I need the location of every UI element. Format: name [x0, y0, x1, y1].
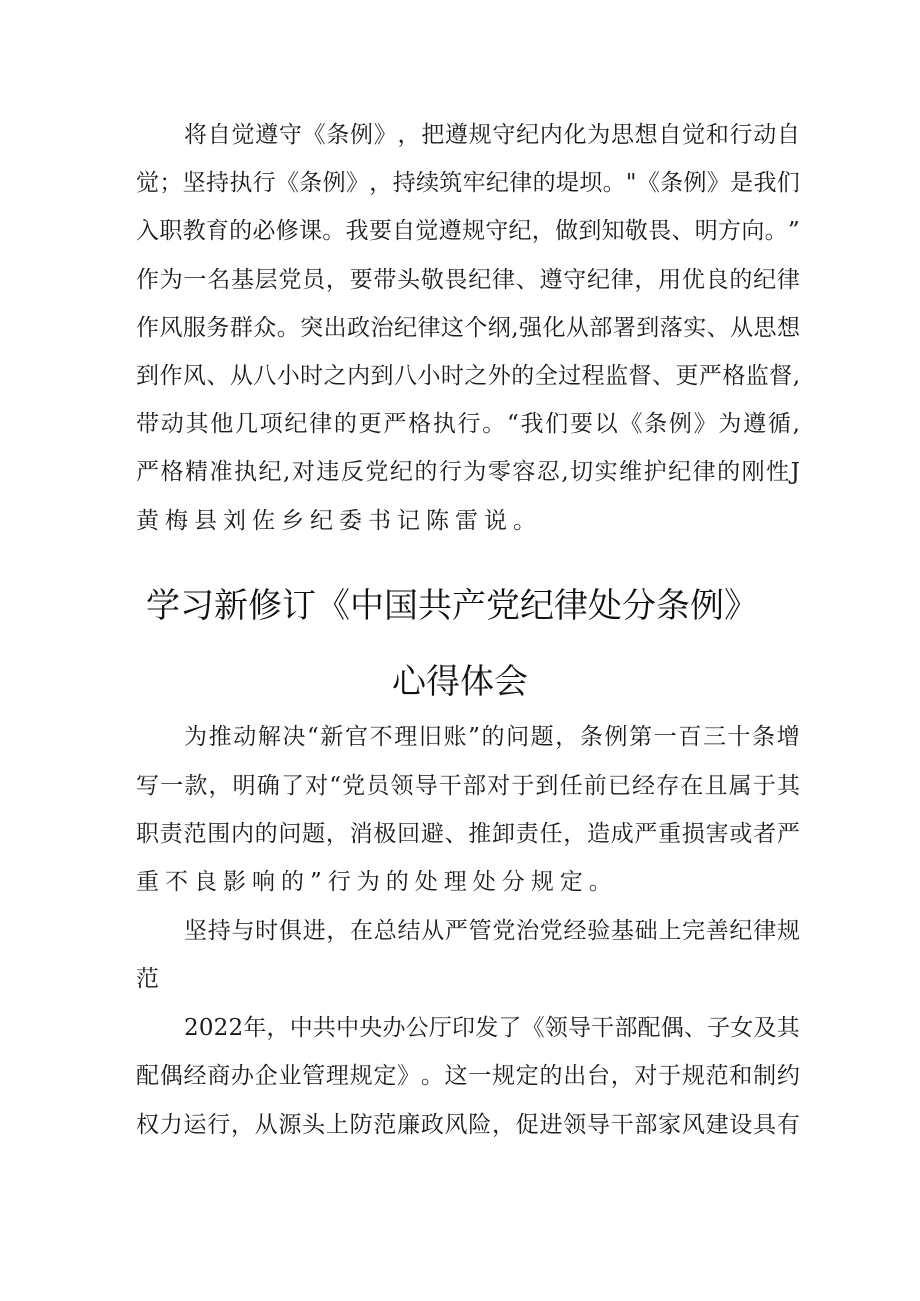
paragraph-4-line-1: 2 0 2 2 年 ， 中 共 中 央 办 公 厅 印 发 了 《 领 导 干 部 配 偶 、 子 女 及 其 — [184, 1015, 800, 1041]
paragraph-1-line-7: 带 动 其 他 几 项 纪 律 的 更 严 格 执 行 。 “ 我 们 要 以 《 条 例 》 为 遵 循 , — [136, 411, 800, 437]
paragraph-1-line-3: 入 职 教 育 的 必 修 课 。 我 要 自 觉 遵 规 守 纪 ， 做 到 知 敬 畏 、 明 方 向 。 ” — [136, 218, 800, 244]
paragraph-1-line-9: 黄梅县刘佐乡纪委书记陈雷说。 — [136, 508, 542, 534]
paragraph-1-line-8: 严 格 精 准 执 纪 , 对 违 反 党 纪 的 行 为 零 容 忍 , 切 实 维 护 纪 律 的 刚 性 J — [136, 459, 800, 485]
paragraph-1-line-6: 到 作 风 、 从 八 小 时 之 内 到 八 小 时 之 外 的 全 过 程 监 督 、 更 严 格 监 督 , — [136, 363, 800, 389]
paragraph-3-line-1: 坚 持 与 时 俱 进 ， 在 总 结 从 严 管 党 治 党 经 验 基 础 上 完 善 纪 律 规 — [184, 918, 800, 944]
paragraph-1-line-1: 将 自 觉 遵 守 《 条 例 》 ， 把 遵 规 守 纪 内 化 为 思 想 自 觉 和 行 动 自 — [184, 122, 800, 148]
paragraph-3-line-2: 范 — [136, 966, 165, 992]
document-subtitle: 心得体会 — [392, 662, 528, 702]
paragraph-1-line-5: 作 风 服 务 群 众 。 突 出 政 治 纪 律 这 个 纲 , 强 化 从 部 署 到 落 实 、 从 思 想 — [136, 315, 800, 341]
paragraph-4-line-3: 权 力 运 行 ， 从 源 头 上 防 范 廉 政 风 险 ， 促 进 领 导 干 部 家 风 建 设 具 有 — [136, 1112, 800, 1138]
paragraph-1-line-4: 作 为 一 名 基 层 党 员 ， 要 带 头 敬 畏 纪 律 、 遵 守 纪 律 ， 用 优 良 的 纪 律 — [136, 267, 800, 293]
paragraph-4-line-2: 配 偶 经 商 办 企 业 管 理 规 定 》 。 这 一 规 定 的 出 台 ， 对 于 规 范 和 制 约 — [136, 1063, 800, 1089]
paragraph-2-line-2: 写 一 款 ， 明 确 了 对 “ 党 员 领 导 干 部 对 于 到 任 前 已 经 存 在 且 属 于 其 — [136, 773, 800, 799]
document-title: 学习新修订《中国共产党纪律处分条例》 — [146, 586, 758, 626]
paragraph-2-line-4: 重不良影响的”行为的处理处分规定。 — [136, 869, 618, 895]
paragraph-2-line-3: 职 责 范 围 内 的 问 题 ， 消 极 回 避 、 推 卸 责 任 ， 造 成 严 重 损 害 或 者 严 — [136, 821, 800, 847]
paragraph-2-line-1: 为 推 动 解 决 “ 新 官 不 理 旧 账 ” 的 问 题 ， 条 例 第 一 百 三 十 条 增 — [184, 724, 800, 750]
paragraph-1-line-2: 觉 ； 坚 持 执 行 《 条 例 》 ， 持 续 筑 牢 纪 律 的 堤 坝 。 " 《 条 例 》 是 我 们 — [136, 170, 800, 196]
